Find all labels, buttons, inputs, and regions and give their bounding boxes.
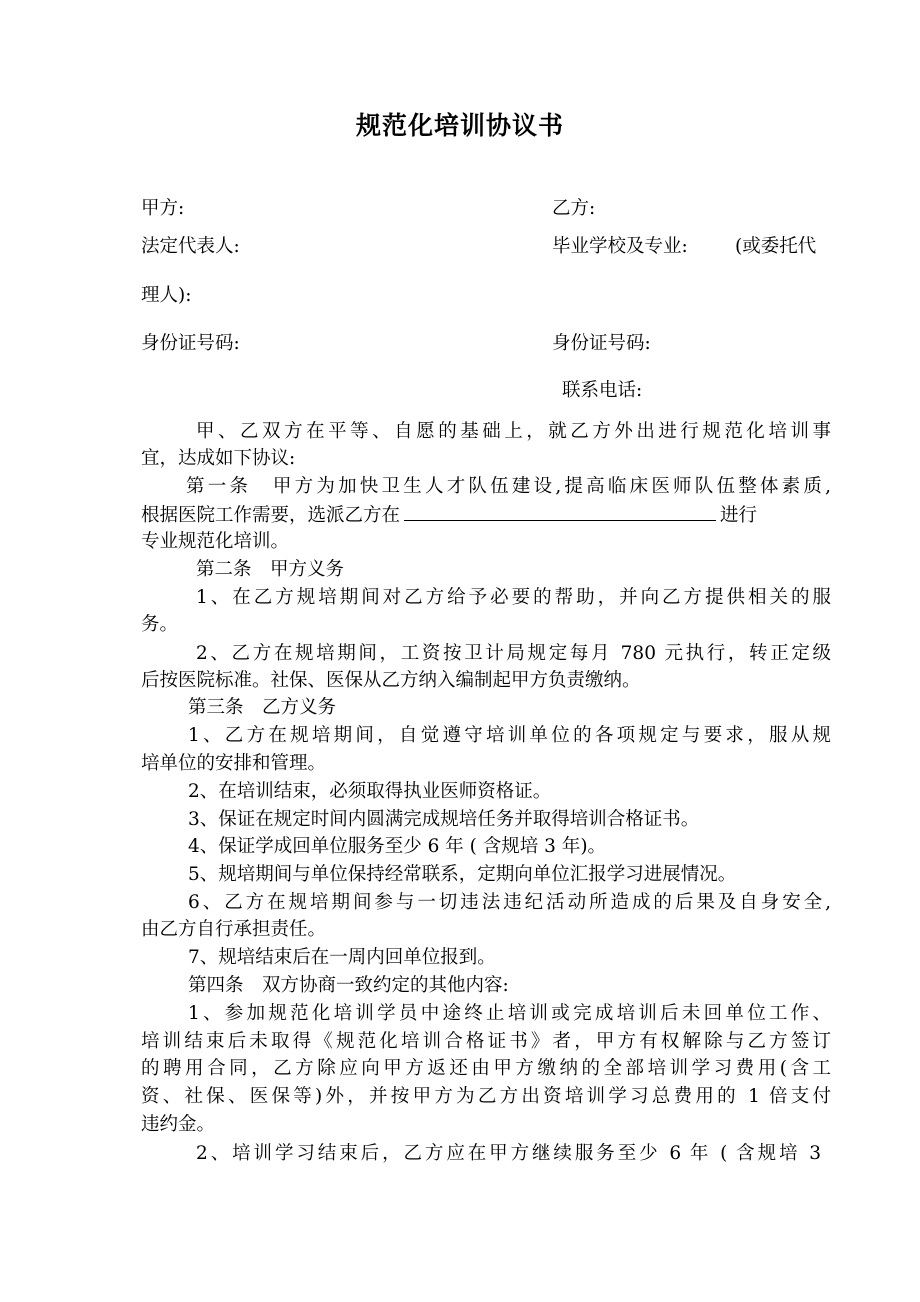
article-1-line-2-pre: 根据医院工作需要，选派乙方在	[141, 505, 401, 526]
article-4-item-1-line-3: 的聘用合同，乙方除应向甲方返还由甲方缴纳的全部培训学习费用(含工	[141, 1058, 831, 1079]
article-3-heading: 第三条 乙方义务	[188, 697, 337, 718]
article-2-item-2-line-2: 后按医院标准。社保、医保从乙方纳入编制起甲方负责缴纳。	[141, 670, 641, 691]
agent-cont-label: 理人):	[141, 285, 192, 306]
article-4-item-2-line-1: 2、培训学习结束后，乙方应在甲方继续服务至少 6 年 ( 含规培 3	[196, 1143, 821, 1164]
article-2-item-1-line-1: 1、在乙方规培期间对乙方给予必要的帮助，并向乙方提供相关的服	[196, 587, 831, 608]
document-title: 规范化培训协议书	[355, 111, 564, 140]
article-4-item-1-line-2: 培训结束后未取得《规范化培训合格证书》者，甲方有权解除与乙方签订	[141, 1031, 831, 1052]
school-major-label: 毕业学校及专业:	[552, 236, 688, 257]
article-1-line-3: 专业规范化培训。	[141, 531, 290, 552]
placement-blank-line	[404, 501, 716, 521]
article-1-line-1: 第一条 甲方为加快卫生人才队伍建设,提高临床医师队伍整体素质,	[186, 476, 831, 497]
id-a-label: 身份证号码:	[141, 333, 240, 354]
article-2-heading: 第二条 甲方义务	[196, 559, 345, 580]
article-3-item-7: 7、规培结束后在一周内回单位报到。	[188, 947, 496, 968]
intro-line-2: 宜，达成如下协议:	[141, 448, 296, 469]
article-3-item-6-line-2: 由乙方自行承担责任。	[141, 919, 327, 940]
phone-label: 联系电话:	[562, 380, 643, 401]
legal-rep-label: 法定代表人:	[141, 236, 240, 257]
article-2-item-2-line-1: 2、乙方在规培期间，工资按卫计局规定每月 780 元执行，转正定级	[196, 643, 831, 664]
article-3-item-1-line-1: 1、乙方在规培期间，自觉遵守培训单位的各项规定与要求，服从规	[188, 725, 831, 746]
article-1-line-2-post: 进行	[720, 505, 758, 526]
id-b-label: 身份证号码:	[552, 333, 651, 354]
article-3-item-2: 2、在培训结束，必须取得执业医师资格证。	[188, 781, 552, 802]
intro-line-1: 甲、乙双方在平等、自愿的基础上，就乙方外出进行规范化培训事	[196, 421, 831, 442]
article-4-item-1-line-1: 1、参加规范化培训学员中途终止培训或完成培训后未回单位工作、	[188, 1003, 831, 1024]
article-3-item-6-line-1: 6、乙方在规培期间参与一切违法违纪活动所造成的后果及自身安全,	[188, 892, 831, 913]
article-3-item-3: 3、保证在规定时间内圆满完成规培任务并取得培训合格证书。	[188, 809, 700, 830]
article-1-line-2	[141, 501, 757, 529]
article-4-item-1-line-5: 违约金。	[141, 1114, 216, 1135]
article-2-item-1-line-2: 务。	[141, 614, 179, 635]
party-a-label: 甲方:	[141, 198, 185, 219]
article-4-item-1-line-4: 资、社保、医保等)外，并按甲方为乙方出资培训学习总费用的 1 倍支付	[141, 1086, 831, 1107]
article-3-item-5: 5、规培期间与单位保持经常联系，定期向单位汇报学习进展情况。	[188, 864, 737, 885]
party-b-label: 乙方:	[552, 198, 596, 219]
article-3-item-1-line-2: 培单位的安排和管理。	[141, 753, 327, 774]
article-4-heading: 第四条 双方协商一致约定的其他内容:	[188, 975, 509, 996]
or-agent-label: (或委托代	[735, 236, 817, 257]
article-3-item-4: 4、保证学成回单位服务至少 6 年 ( 含规培 3 年)。	[188, 836, 607, 857]
